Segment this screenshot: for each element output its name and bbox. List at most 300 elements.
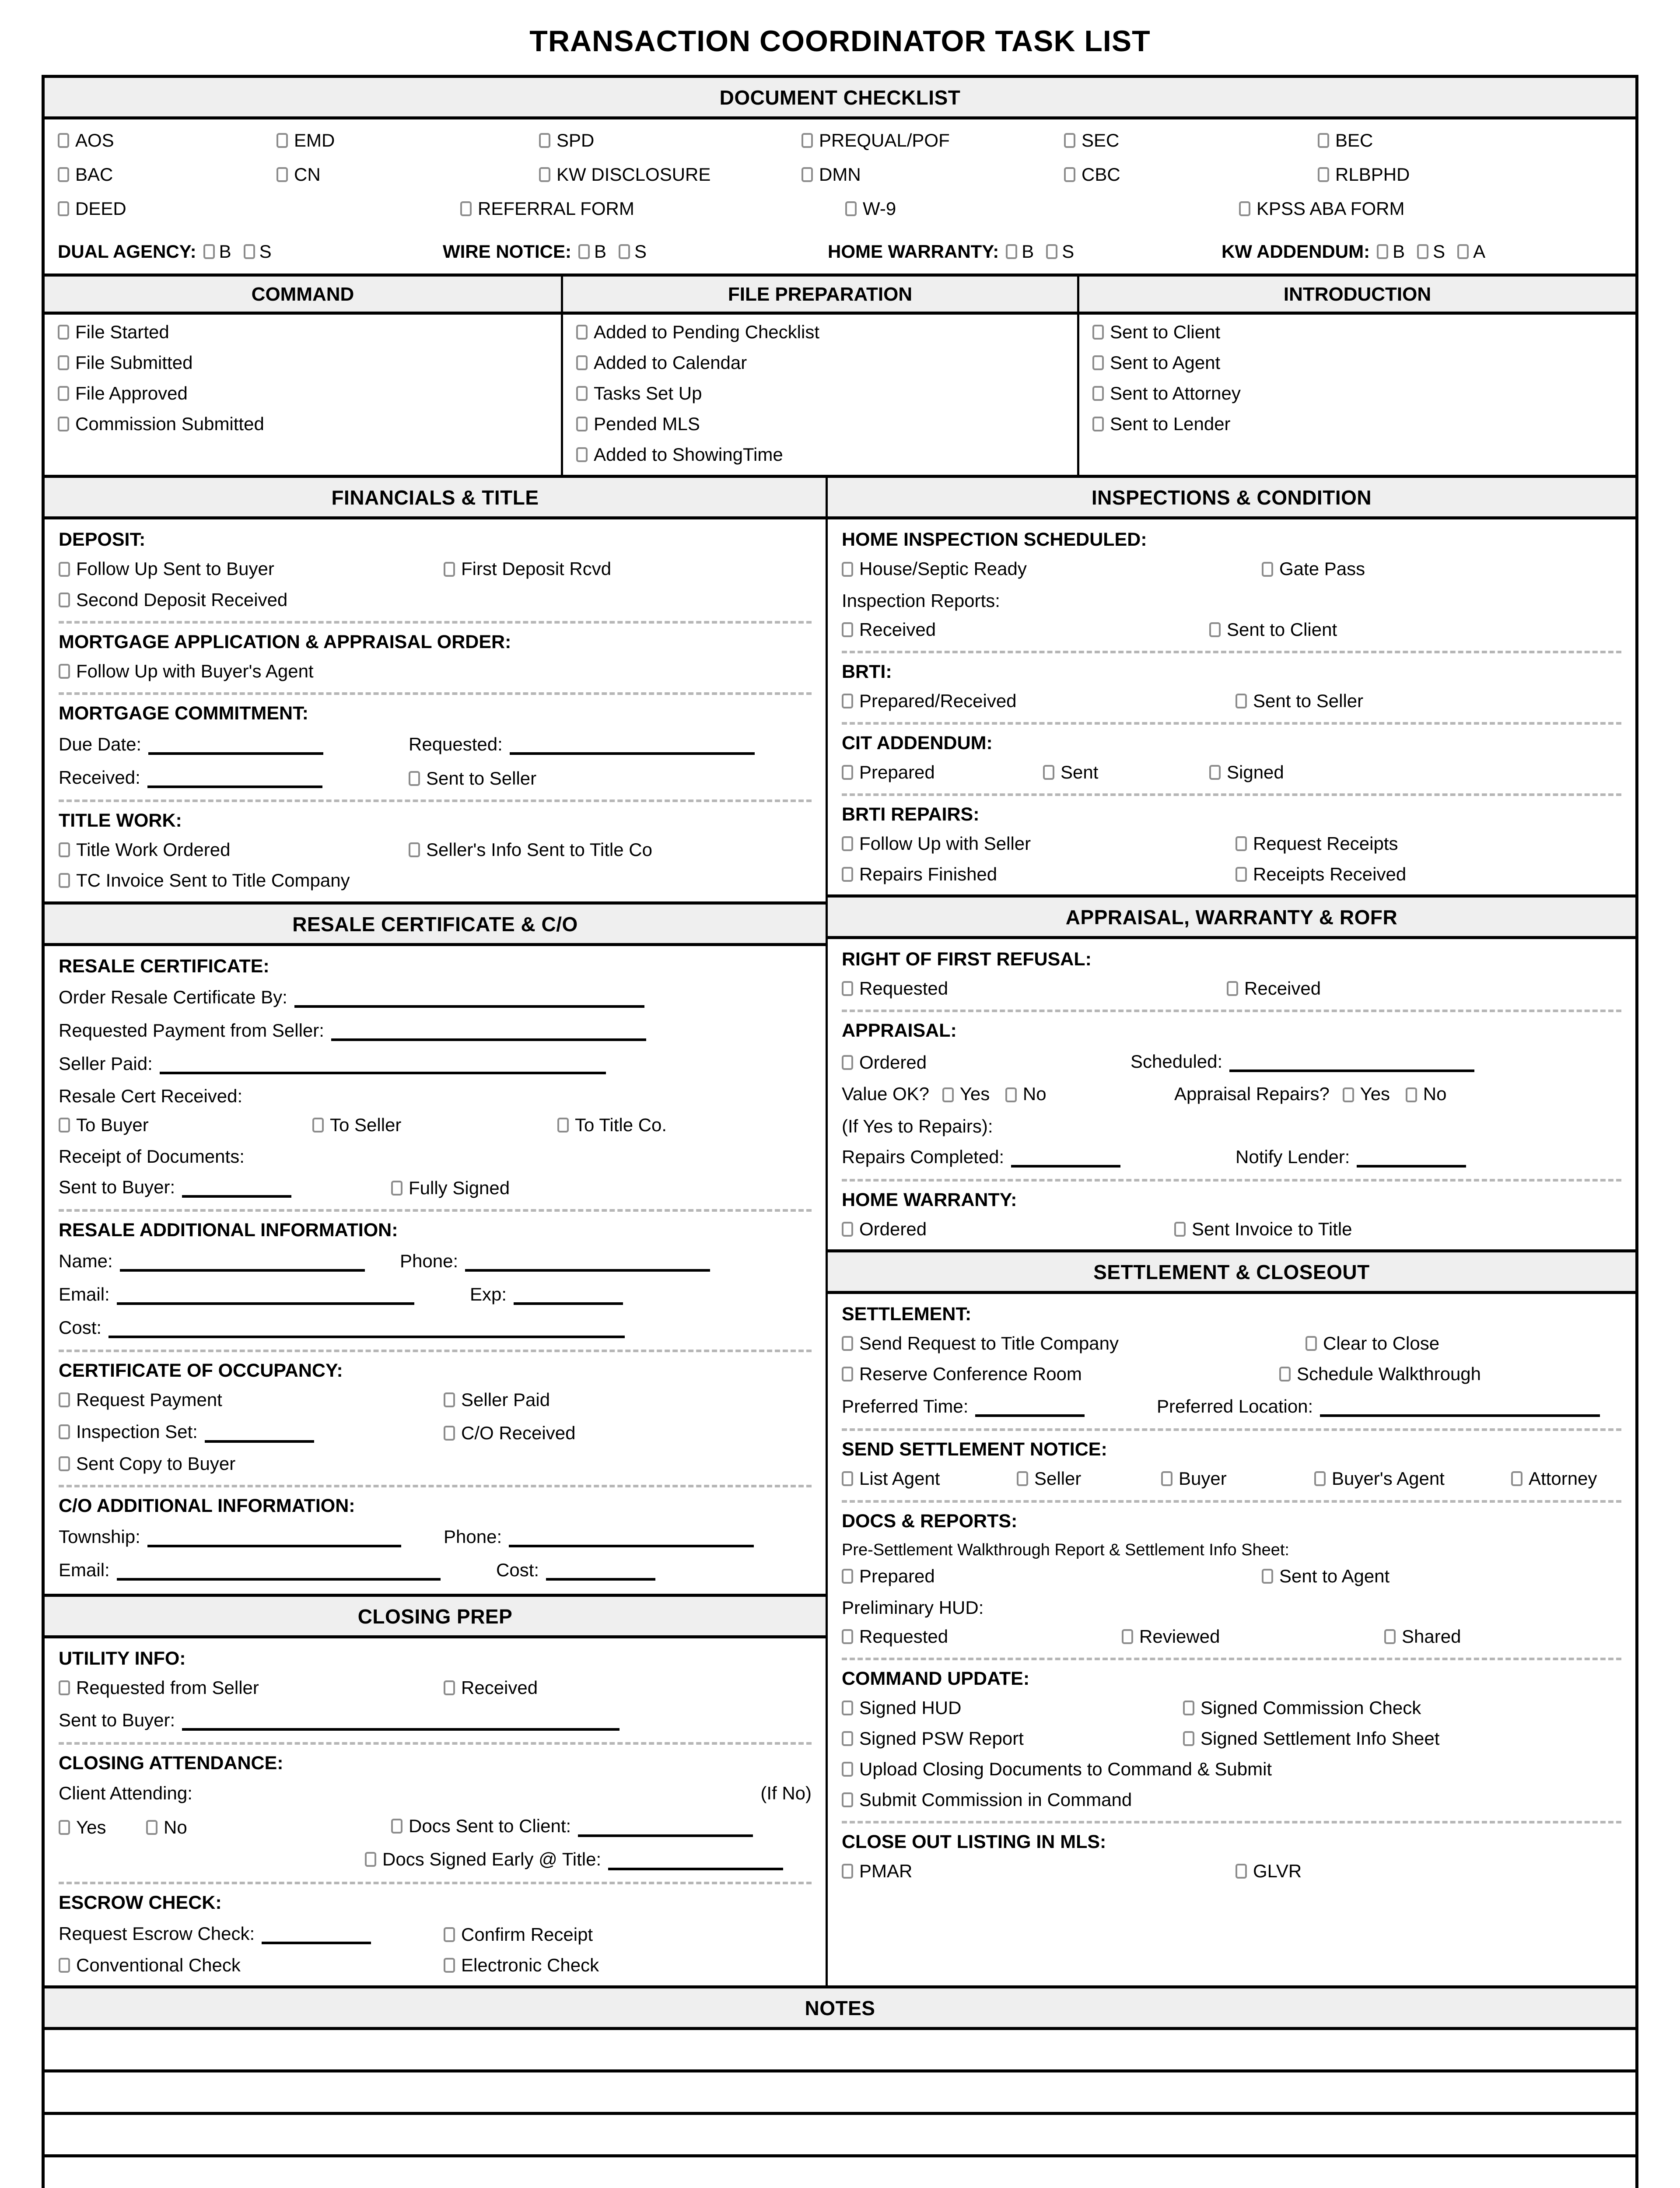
checkbox-hud-shared[interactable]	[1384, 1627, 1461, 1646]
checkbox-icon[interactable]	[842, 765, 853, 780]
field-cost[interactable]	[59, 1316, 625, 1338]
checkbox-sent-invoice-to-title[interactable]	[1174, 1220, 1352, 1239]
divider	[59, 1350, 812, 1352]
input-line[interactable]	[147, 1525, 401, 1547]
checkbox-icon[interactable]	[1511, 1471, 1522, 1486]
checkbox-submit-commission-in-command[interactable]	[842, 1790, 1132, 1809]
checkbox-label: Ordered	[859, 1052, 927, 1073]
notes-line[interactable]	[45, 2072, 1635, 2115]
field-label: Township:	[59, 1526, 140, 1547]
checkbox-kpss-aba-form[interactable]	[1239, 198, 1404, 219]
notes-body[interactable]	[45, 2030, 1635, 2188]
checkbox-icon[interactable]	[444, 1958, 455, 1973]
checkbox-clear-to-close[interactable]	[1306, 1334, 1439, 1353]
input-line[interactable]	[578, 1815, 753, 1837]
checkbox-icon[interactable]	[1043, 765, 1054, 780]
field-received[interactable]	[59, 766, 409, 788]
checkbox-inspection-set[interactable]	[59, 1421, 444, 1443]
checkbox-icon[interactable]	[1046, 244, 1057, 259]
checkbox-value-ok-no[interactable]	[1005, 1087, 1017, 1102]
checkbox-icon[interactable]	[539, 167, 550, 182]
checkbox-icon[interactable]	[842, 1762, 853, 1777]
checkbox-icon[interactable]	[1239, 201, 1250, 216]
checkbox-icon[interactable]	[1236, 867, 1247, 882]
toggle-option-label: B	[1393, 241, 1405, 262]
cit-addendum-label: CIT ADDENDUM:	[842, 732, 993, 754]
input-line[interactable]	[514, 1283, 623, 1305]
checkbox-icon[interactable]	[842, 562, 853, 577]
checkbox-icon[interactable]	[557, 1118, 569, 1133]
checkbox-home-warranty-ordered[interactable]	[842, 1220, 1174, 1239]
checkbox-icon[interactable]	[1092, 325, 1104, 340]
checkbox-icon[interactable]	[576, 447, 588, 462]
checkbox-client-attending-no[interactable]	[146, 1818, 391, 1837]
checkbox-icon[interactable]	[460, 201, 472, 216]
checkbox-aos[interactable]	[58, 130, 276, 151]
field-wrap[interactable]	[59, 1052, 606, 1074]
checkbox-icon[interactable]	[1318, 167, 1329, 182]
checkbox-reserve-conference-room[interactable]	[842, 1364, 1279, 1384]
checkbox-icon[interactable]	[842, 1629, 853, 1644]
divider	[842, 1010, 1621, 1012]
field-repairs-completed[interactable]	[842, 1146, 1236, 1168]
checkbox-cit-signed[interactable]	[1209, 763, 1284, 782]
checkbox-notice-list-agent[interactable]	[842, 1469, 1017, 1488]
checkbox-sent-to-lender[interactable]	[1092, 414, 1622, 434]
checkbox-repairs-finished[interactable]	[842, 865, 1236, 884]
checkbox-label: Signed Settlement Info Sheet	[1200, 1728, 1440, 1749]
checkbox-added-to-showingtime[interactable]	[576, 445, 1064, 464]
checkbox-icon[interactable]	[59, 1680, 70, 1695]
field-exp[interactable]	[470, 1283, 623, 1305]
checkbox-sent-to-seller[interactable]	[409, 769, 536, 788]
checkbox-icon[interactable]	[1092, 417, 1104, 431]
checkbox-icon[interactable]	[59, 873, 70, 888]
checkbox-icon[interactable]	[1183, 1731, 1194, 1746]
checkbox-icon[interactable]	[58, 201, 69, 216]
checkbox-icon[interactable]	[59, 664, 70, 679]
checkbox-first-deposit-rcvd[interactable]	[444, 559, 611, 579]
checkbox-icon[interactable]	[1006, 244, 1017, 259]
checkbox-appraisal-repairs-no[interactable]	[1406, 1087, 1417, 1102]
checkbox-value-ok-yes[interactable]	[942, 1087, 954, 1102]
checkbox-added-to-pending-checklist[interactable]	[576, 323, 1064, 342]
checkbox-icon[interactable]	[1384, 1629, 1396, 1644]
toggle-option-s[interactable]	[619, 241, 647, 262]
checkbox-icon[interactable]	[842, 694, 853, 708]
checkbox-pended-mls[interactable]	[576, 414, 1064, 434]
field-due-date[interactable]	[59, 733, 409, 755]
checkbox-icon[interactable]	[842, 1792, 853, 1807]
input-line[interactable]	[509, 1525, 754, 1547]
value-ok-label: Value OK?	[842, 1083, 930, 1105]
checkbox-received[interactable]	[444, 1678, 538, 1697]
checkbox-icon[interactable]	[619, 244, 630, 259]
field-sent-to-buyer[interactable]	[59, 1176, 391, 1198]
checkbox-icon[interactable]	[1183, 1701, 1194, 1715]
checkbox-cbc[interactable]	[1064, 164, 1318, 185]
checkbox-house-septic-ready[interactable]	[842, 559, 1262, 579]
field-label: Requested Payment from Seller:	[59, 1020, 324, 1041]
checkbox-icon[interactable]	[59, 842, 70, 857]
checkbox-icon[interactable]	[1377, 244, 1388, 259]
checkbox-rofr-requested[interactable]	[842, 979, 1227, 998]
checkbox-bac[interactable]	[58, 164, 276, 185]
field-township[interactable]	[59, 1525, 444, 1547]
checkbox-schedule-walkthrough[interactable]	[1279, 1364, 1481, 1384]
checkbox-icon[interactable]	[59, 1456, 70, 1471]
notes-line[interactable]	[45, 2115, 1635, 2157]
checkbox-icon[interactable]	[576, 325, 588, 340]
input-line[interactable]	[608, 1848, 783, 1870]
checkbox-rofr-received[interactable]	[1227, 979, 1321, 998]
checkbox-icon[interactable]	[845, 201, 857, 216]
title-work-row-2	[59, 871, 812, 890]
checkbox-sent-copy-to-buyer[interactable]	[59, 1454, 235, 1473]
checkbox-reports-sent-to-client[interactable]	[1209, 620, 1337, 639]
checkbox-upload-closing-documents[interactable]	[842, 1760, 1272, 1779]
field-requested-payment-from-seller[interactable]	[59, 1019, 812, 1041]
checkbox-icon[interactable]	[842, 867, 853, 882]
checkbox-icon[interactable]	[146, 1820, 158, 1835]
toggle-option-s[interactable]	[1417, 241, 1445, 262]
input-line[interactable]	[262, 1922, 371, 1944]
input-line[interactable]	[147, 766, 322, 788]
checkbox-brti-prepared-received[interactable]	[842, 691, 1236, 711]
checkbox-icon[interactable]	[1174, 1222, 1186, 1237]
settlement-label: SETTLEMENT:	[842, 1304, 972, 1325]
field-email[interactable]	[59, 1559, 496, 1581]
field-request-escrow-check[interactable]	[59, 1922, 444, 1944]
checkbox-emd[interactable]	[276, 130, 539, 151]
closing-prep-section	[45, 1638, 826, 1985]
checkbox-label: File Approved	[75, 383, 188, 404]
checkbox-icon[interactable]	[1092, 355, 1104, 370]
divider	[842, 1428, 1621, 1431]
input-line[interactable]	[117, 1559, 441, 1581]
co-row-3	[59, 1454, 812, 1473]
checkbox-to-title-co[interactable]	[557, 1115, 667, 1135]
field-preferred-time[interactable]	[842, 1395, 1157, 1417]
field-requested[interactable]	[409, 733, 755, 755]
checkbox-icon[interactable]	[1092, 386, 1104, 401]
toggle-option-b[interactable]	[1006, 241, 1034, 262]
checkbox-icon[interactable]	[409, 842, 420, 857]
checkbox-icon[interactable]	[1122, 1629, 1133, 1644]
checkbox-icon[interactable]	[444, 1426, 455, 1441]
checkbox-icon[interactable]	[842, 1367, 853, 1382]
checkbox-receipts-received[interactable]	[1236, 865, 1406, 884]
checkbox-icon[interactable]	[58, 325, 69, 340]
input-line[interactable]	[465, 1250, 710, 1272]
field-label: Requested:	[409, 733, 503, 754]
checkbox-signed-commission-check[interactable]	[1183, 1698, 1421, 1718]
checkbox-icon[interactable]	[576, 355, 588, 370]
checkbox-icon[interactable]	[842, 622, 853, 637]
checkbox-icon[interactable]	[58, 133, 69, 148]
checkbox-label: Conventional Check	[76, 1955, 241, 1976]
checkbox-label: House/Septic Ready	[859, 558, 1027, 579]
checkbox-icon[interactable]	[1236, 836, 1247, 851]
input-line[interactable]	[1229, 1050, 1474, 1072]
input-line[interactable]	[1357, 1146, 1466, 1168]
checkbox-icon[interactable]	[576, 386, 588, 401]
input-line[interactable]	[148, 733, 323, 755]
input-line[interactable]	[205, 1421, 314, 1443]
checkbox-sent-to-client[interactable]	[1092, 323, 1622, 342]
field-preferred-location[interactable]	[1157, 1395, 1600, 1417]
checkbox-icon[interactable]	[276, 167, 288, 182]
checkbox-send-request-to-title-company[interactable]	[842, 1334, 1306, 1353]
checkbox-icon[interactable]	[312, 1118, 324, 1133]
checkbox-icon[interactable]	[59, 1958, 70, 1973]
checkbox-file-approved[interactable]	[58, 384, 548, 403]
checkbox-icon[interactable]	[244, 244, 255, 259]
toggle-option-b[interactable]	[203, 241, 231, 262]
checkbox-second-deposit-received[interactable]	[59, 590, 287, 610]
input-line[interactable]	[182, 1176, 291, 1198]
checkbox-notice-seller[interactable]	[1017, 1469, 1161, 1488]
checkbox-psw-sent-to-agent[interactable]	[1262, 1567, 1390, 1586]
checkbox-brti-sent-to-seller[interactable]	[1236, 691, 1363, 711]
input-line[interactable]	[108, 1316, 625, 1338]
checkbox-icon[interactable]	[842, 1336, 853, 1351]
checkbox-icon[interactable]	[58, 386, 69, 401]
checkbox-icon[interactable]	[842, 1569, 853, 1584]
checkbox-icon[interactable]	[444, 1680, 455, 1695]
checkbox-co-received[interactable]	[444, 1424, 575, 1443]
input-line[interactable]	[1320, 1395, 1600, 1417]
checkbox-to-seller[interactable]	[312, 1115, 557, 1135]
checkbox-confirm-receipt[interactable]	[444, 1925, 593, 1944]
field-wrap[interactable]	[59, 986, 644, 1008]
checkbox-icon[interactable]	[1417, 244, 1428, 259]
field-seller-paid[interactable]	[59, 1052, 812, 1074]
checkbox-icon[interactable]	[59, 1118, 70, 1133]
checkbox-icon[interactable]	[1227, 981, 1238, 996]
toggle-option-b[interactable]	[1377, 241, 1405, 262]
field-notify-lender[interactable]	[1236, 1146, 1466, 1168]
checkbox-seller-paid[interactable]	[444, 1390, 550, 1410]
checkbox-added-to-calendar[interactable]	[576, 353, 1064, 372]
checkbox-icon[interactable]	[802, 167, 813, 182]
checkbox-fully-signed[interactable]	[391, 1178, 510, 1198]
checkbox-icon[interactable]	[842, 836, 853, 851]
checkbox-appraisal-repairs-yes[interactable]	[1343, 1087, 1354, 1102]
resale-additional-row-3	[59, 1316, 812, 1338]
checkbox-conventional-check[interactable]	[59, 1956, 444, 1975]
checkbox-cit-sent[interactable]	[1043, 763, 1209, 782]
input-line[interactable]	[510, 733, 755, 755]
checkbox-icon[interactable]	[1262, 1569, 1273, 1584]
checkbox-icon[interactable]	[444, 1392, 455, 1407]
checkbox-spd[interactable]	[539, 130, 802, 151]
checkbox-icon[interactable]	[59, 1820, 70, 1835]
checkbox-reports-received[interactable]	[842, 620, 1209, 639]
checkbox-icon[interactable]	[1209, 622, 1221, 637]
input-line[interactable]	[120, 1250, 365, 1272]
checkbox-icon[interactable]	[58, 417, 69, 431]
input-line[interactable]	[117, 1283, 414, 1305]
checkbox-bec[interactable]	[1318, 130, 1373, 151]
checkbox-signed-psw-report[interactable]	[842, 1729, 1183, 1748]
checkbox-icon[interactable]	[1262, 562, 1273, 577]
toggle-option-s[interactable]	[244, 241, 272, 262]
field-email[interactable]	[59, 1283, 470, 1305]
field-sent-to-buyer[interactable]	[59, 1709, 620, 1731]
checkbox-icon[interactable]	[842, 1471, 853, 1486]
checkbox-label: Signed Commission Check	[1200, 1697, 1421, 1718]
checkbox-hud-reviewed[interactable]	[1122, 1627, 1384, 1646]
checkbox-icon[interactable]	[203, 244, 215, 259]
checkbox-docs-sent-to-client[interactable]	[391, 1815, 753, 1837]
deposit-row-2	[59, 590, 812, 610]
checkbox-deed[interactable]	[58, 198, 460, 219]
checkbox-icon[interactable]	[58, 355, 69, 370]
checkbox-signed-hud[interactable]	[842, 1698, 1183, 1718]
checkbox-icon[interactable]	[1457, 244, 1469, 259]
checkbox-file-started[interactable]	[58, 323, 548, 342]
checkbox-icon[interactable]	[578, 244, 590, 259]
field-wrap[interactable]	[59, 1019, 646, 1041]
checkbox-cit-prepared[interactable]	[842, 763, 1043, 782]
checkbox-label: Sent to Client	[1227, 619, 1337, 640]
field-phone[interactable]	[444, 1525, 754, 1547]
checkbox-icon[interactable]	[1161, 1471, 1172, 1486]
checkbox-follow-up-with-buyers-agent[interactable]	[59, 662, 314, 681]
input-line[interactable]	[182, 1709, 620, 1731]
checkbox-notice-attorney[interactable]	[1511, 1469, 1597, 1488]
checkbox-icon[interactable]	[409, 771, 420, 786]
toggle-option-s[interactable]	[1046, 241, 1074, 262]
checkbox-request-payment[interactable]	[59, 1390, 444, 1410]
checkbox-sent-to-agent[interactable]	[1092, 353, 1622, 372]
checkbox-icon[interactable]	[1314, 1471, 1326, 1486]
checkbox-sellers-info-sent-to-title-co[interactable]	[409, 840, 652, 859]
checkbox-icon[interactable]	[58, 167, 69, 182]
checkbox-icon[interactable]	[802, 133, 813, 148]
checkbox-icon[interactable]	[1318, 133, 1329, 148]
field-order-resale-certificate-by[interactable]	[59, 986, 812, 1008]
checkbox-icon[interactable]	[276, 133, 288, 148]
checkbox-w9[interactable]	[845, 198, 1239, 219]
checkbox-follow-up-sent-to-buyer[interactable]	[59, 559, 444, 579]
input-line[interactable]	[294, 986, 644, 1008]
close-out-row	[842, 1862, 1621, 1881]
rofr-row	[842, 979, 1621, 998]
checkbox-icon[interactable]	[842, 1055, 853, 1070]
checkbox-icon[interactable]	[444, 1927, 455, 1942]
checkbox-prequal-pof[interactable]	[802, 130, 1064, 151]
checkbox-tc-invoice-sent-to-title-company[interactable]	[59, 871, 350, 890]
checkbox-psw-prepared[interactable]	[842, 1567, 1262, 1586]
checkbox-icon[interactable]	[539, 133, 550, 148]
checkbox-icon[interactable]	[1064, 133, 1075, 148]
checkbox-icon[interactable]	[842, 1701, 853, 1715]
checkbox-requested-from-seller[interactable]	[59, 1678, 444, 1697]
checkbox-icon[interactable]	[365, 1852, 376, 1867]
checkbox-title-work-ordered[interactable]	[59, 840, 409, 859]
field-scheduled[interactable]	[1130, 1050, 1474, 1072]
checkbox-icon[interactable]	[1279, 1367, 1291, 1382]
checkbox-icon[interactable]	[842, 981, 853, 996]
input-line[interactable]	[1011, 1146, 1120, 1168]
toggle-option-a[interactable]	[1457, 241, 1485, 262]
checkbox-icon[interactable]	[1306, 1336, 1317, 1351]
checkbox-icon[interactable]	[1064, 167, 1075, 182]
divider	[59, 1485, 812, 1487]
checkbox-icon[interactable]	[444, 562, 455, 577]
checkbox-kw-disclosure[interactable]	[539, 164, 802, 185]
checkbox-icon[interactable]	[1017, 1471, 1028, 1486]
checkbox-file-submitted[interactable]	[58, 353, 548, 372]
checkbox-icon[interactable]	[59, 562, 70, 577]
checkbox-rlbphd[interactable]	[1318, 164, 1410, 185]
checkbox-sent-to-attorney[interactable]	[1092, 384, 1622, 403]
checkbox-cn[interactable]	[276, 164, 539, 185]
field-name[interactable]	[59, 1250, 400, 1272]
checkbox-icon[interactable]	[1236, 694, 1247, 708]
checkbox-icon[interactable]	[842, 1864, 853, 1879]
checkbox-icon[interactable]	[59, 593, 70, 607]
toggle-kw-addendum	[1222, 241, 1498, 262]
checkbox-follow-up-with-seller[interactable]	[842, 834, 1236, 853]
checkbox-icon[interactable]	[1209, 765, 1221, 780]
checkbox-commission-submitted[interactable]	[58, 414, 548, 434]
checkbox-notice-buyers-agent[interactable]	[1314, 1469, 1511, 1488]
checkbox-appraisal-ordered[interactable]	[842, 1053, 1130, 1072]
checkbox-client-attending-yes[interactable]	[59, 1818, 146, 1837]
checkbox-icon[interactable]	[391, 1819, 402, 1834]
checkbox-notice-buyer[interactable]	[1161, 1469, 1314, 1488]
document-checklist-row	[58, 130, 1622, 151]
checkbox-glvr[interactable]	[1236, 1862, 1302, 1881]
input-line[interactable]	[975, 1395, 1085, 1417]
checkbox-icon[interactable]	[842, 1222, 853, 1237]
field-phone[interactable]	[400, 1250, 710, 1272]
toggle-option-b[interactable]	[578, 241, 606, 262]
divider	[59, 1742, 812, 1745]
checkbox-referral-form[interactable]	[460, 198, 845, 219]
notes-line[interactable]	[45, 2157, 1635, 2188]
checkbox-hud-requested[interactable]	[842, 1627, 1122, 1646]
checkbox-label: Receipts Received	[1253, 863, 1407, 884]
checkbox-label: Requested	[859, 978, 948, 999]
field-cost[interactable]	[496, 1559, 655, 1581]
co-additional-row-1	[59, 1525, 812, 1547]
checkbox-icon[interactable]	[1236, 1864, 1247, 1879]
checkbox-electronic-check[interactable]	[444, 1956, 599, 1975]
checkbox-icon[interactable]	[391, 1181, 402, 1196]
checkbox-docs-signed-early-at-title[interactable]	[365, 1848, 783, 1870]
checkbox-pmar[interactable]	[842, 1862, 1236, 1881]
checkbox-to-buyer[interactable]	[59, 1115, 312, 1135]
input-line[interactable]	[160, 1052, 606, 1074]
checkbox-sec[interactable]	[1064, 130, 1318, 151]
checkbox-request-receipts[interactable]	[1236, 834, 1398, 853]
checkbox-signed-settlement-info-sheet[interactable]	[1183, 1729, 1439, 1748]
input-line[interactable]	[331, 1019, 646, 1041]
checkbox-icon[interactable]	[59, 1424, 70, 1439]
checkbox-icon[interactable]	[59, 1392, 70, 1407]
checkbox-icon[interactable]	[842, 1731, 853, 1746]
checkbox-dmn[interactable]	[802, 164, 1064, 185]
checkbox-icon[interactable]	[576, 417, 588, 431]
checkbox-gate-pass[interactable]	[1262, 559, 1365, 579]
notes-line[interactable]	[45, 2030, 1635, 2072]
input-line[interactable]	[546, 1559, 655, 1581]
checkbox-tasks-set-up[interactable]	[576, 384, 1064, 403]
